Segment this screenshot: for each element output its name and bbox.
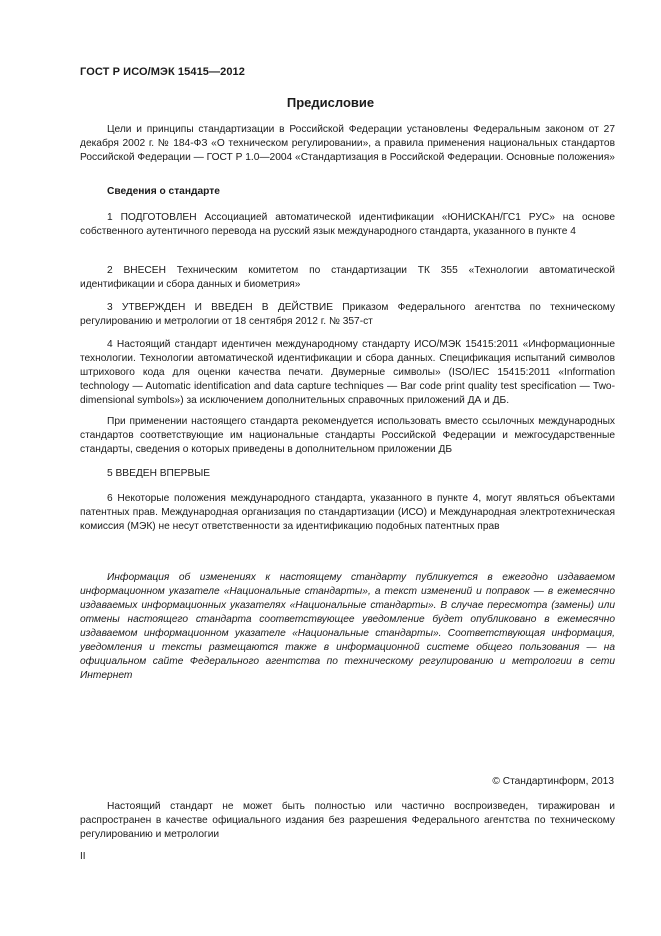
item-6-paragraph: 6 Некоторые положения международного стандарта, указанного в пункте 4, могут являться объектами патентных прав. Международная организация по стандартизации (ИСО) и Международная электротехническая комиссия (МЭК) не несут ответственности за идентификацию подобных патентных прав [80, 493, 615, 532]
document-header: ГОСТ Р ИСО/МЭК 15415—2012 [80, 66, 245, 78]
item-3-paragraph: 3 УТВЕРЖДЕН И ВВЕДЕН В ДЕЙСТВИЕ Приказом Федерального агентства по техническому регулированию и метрологии от 18 сентября 2012 г. № 357-ст [80, 302, 615, 327]
copyright-line: © Стандартинформ, 2013 [492, 776, 614, 787]
item-5-paragraph: 5 ВВЕДЕН ВПЕРВЫЕ [107, 468, 211, 479]
page-number: II [80, 851, 86, 862]
item-4-paragraph: 4 Настоящий стандарт идентичен международному стандарту ИСО/МЭК 15415:2011 «Информационные технологии. Технологии автоматической идентификации и сбора данных. Спецификация испытаний символов штрихового кода для оценки качества печати. Двумерные символы» (ISO/IEC 15415:2011 «Information technology — Automatic identification and data capture techniques — Bar code print quality test specification — Two-dimensional symbols») за исключением дополнительных справочных приложений ДА и ДБ. [80, 339, 615, 406]
item-4-note-paragraph: При применении настоящего стандарта рекомендуется использовать вместо ссылочных международных стандартов соответствующие им национальные стандарты Российской Федерации и межгосударственные стандарты, сведения о которых приведены в дополнительном приложении ДБ [80, 416, 615, 455]
section-subheading: Сведения о стандарте [107, 186, 220, 197]
reproduction-paragraph: Настоящий стандарт не может быть полностью или частично воспроизведен, тиражирован и распространен в качестве официального издания без разрешения Федерального агентства по техническому регулированию и метрологии [80, 801, 615, 840]
item-1-paragraph: 1 ПОДГОТОВЛЕН Ассоциацией автоматической идентификации «ЮНИСКАН/ГС1 РУС» на основе собственного аутентичного перевода на русский язык международного стандарта, указанного в пункте 4 [80, 212, 615, 237]
item-2-paragraph: 2 ВНЕСЕН Техническим комитетом по стандартизации ТК 355 «Технологии автоматической идентификации и сбора данных и биометрия» [80, 265, 615, 290]
notice-paragraph: Информация об изменениях к настоящему стандарту публикуется в ежегодно издаваемом информационном указателе «Национальные стандарты», а текст изменений и поправок — в ежемесячно издаваемых информационных указателях «Национальные стандарты». В случае пересмотра (замены) или отмены настоящего стандарта соответствующее уведомление будет опубликовано в ежемесячно издаваемом информационном указателе «Национальные стандарты». Соответствующая информация, уведомления и тексты размещаются также в информационной системе общего пользования — на официальном сайте Федерального агентства по техническому регулированию и метрологии в сети Интернет [80, 572, 615, 681]
page-title: Предисловие [286, 95, 375, 110]
intro-paragraph: Цели и принципы стандартизации в Российской Федерации установлены Федеральным законом от 27 декабря 2002 г. № 184-ФЗ «О техническом регулировании», а правила применения национальных стандартов Российской Федерации — ГОСТ Р 1.0—2004 «Стандартизация в Российской Федерации. Основные положения» [80, 124, 615, 163]
